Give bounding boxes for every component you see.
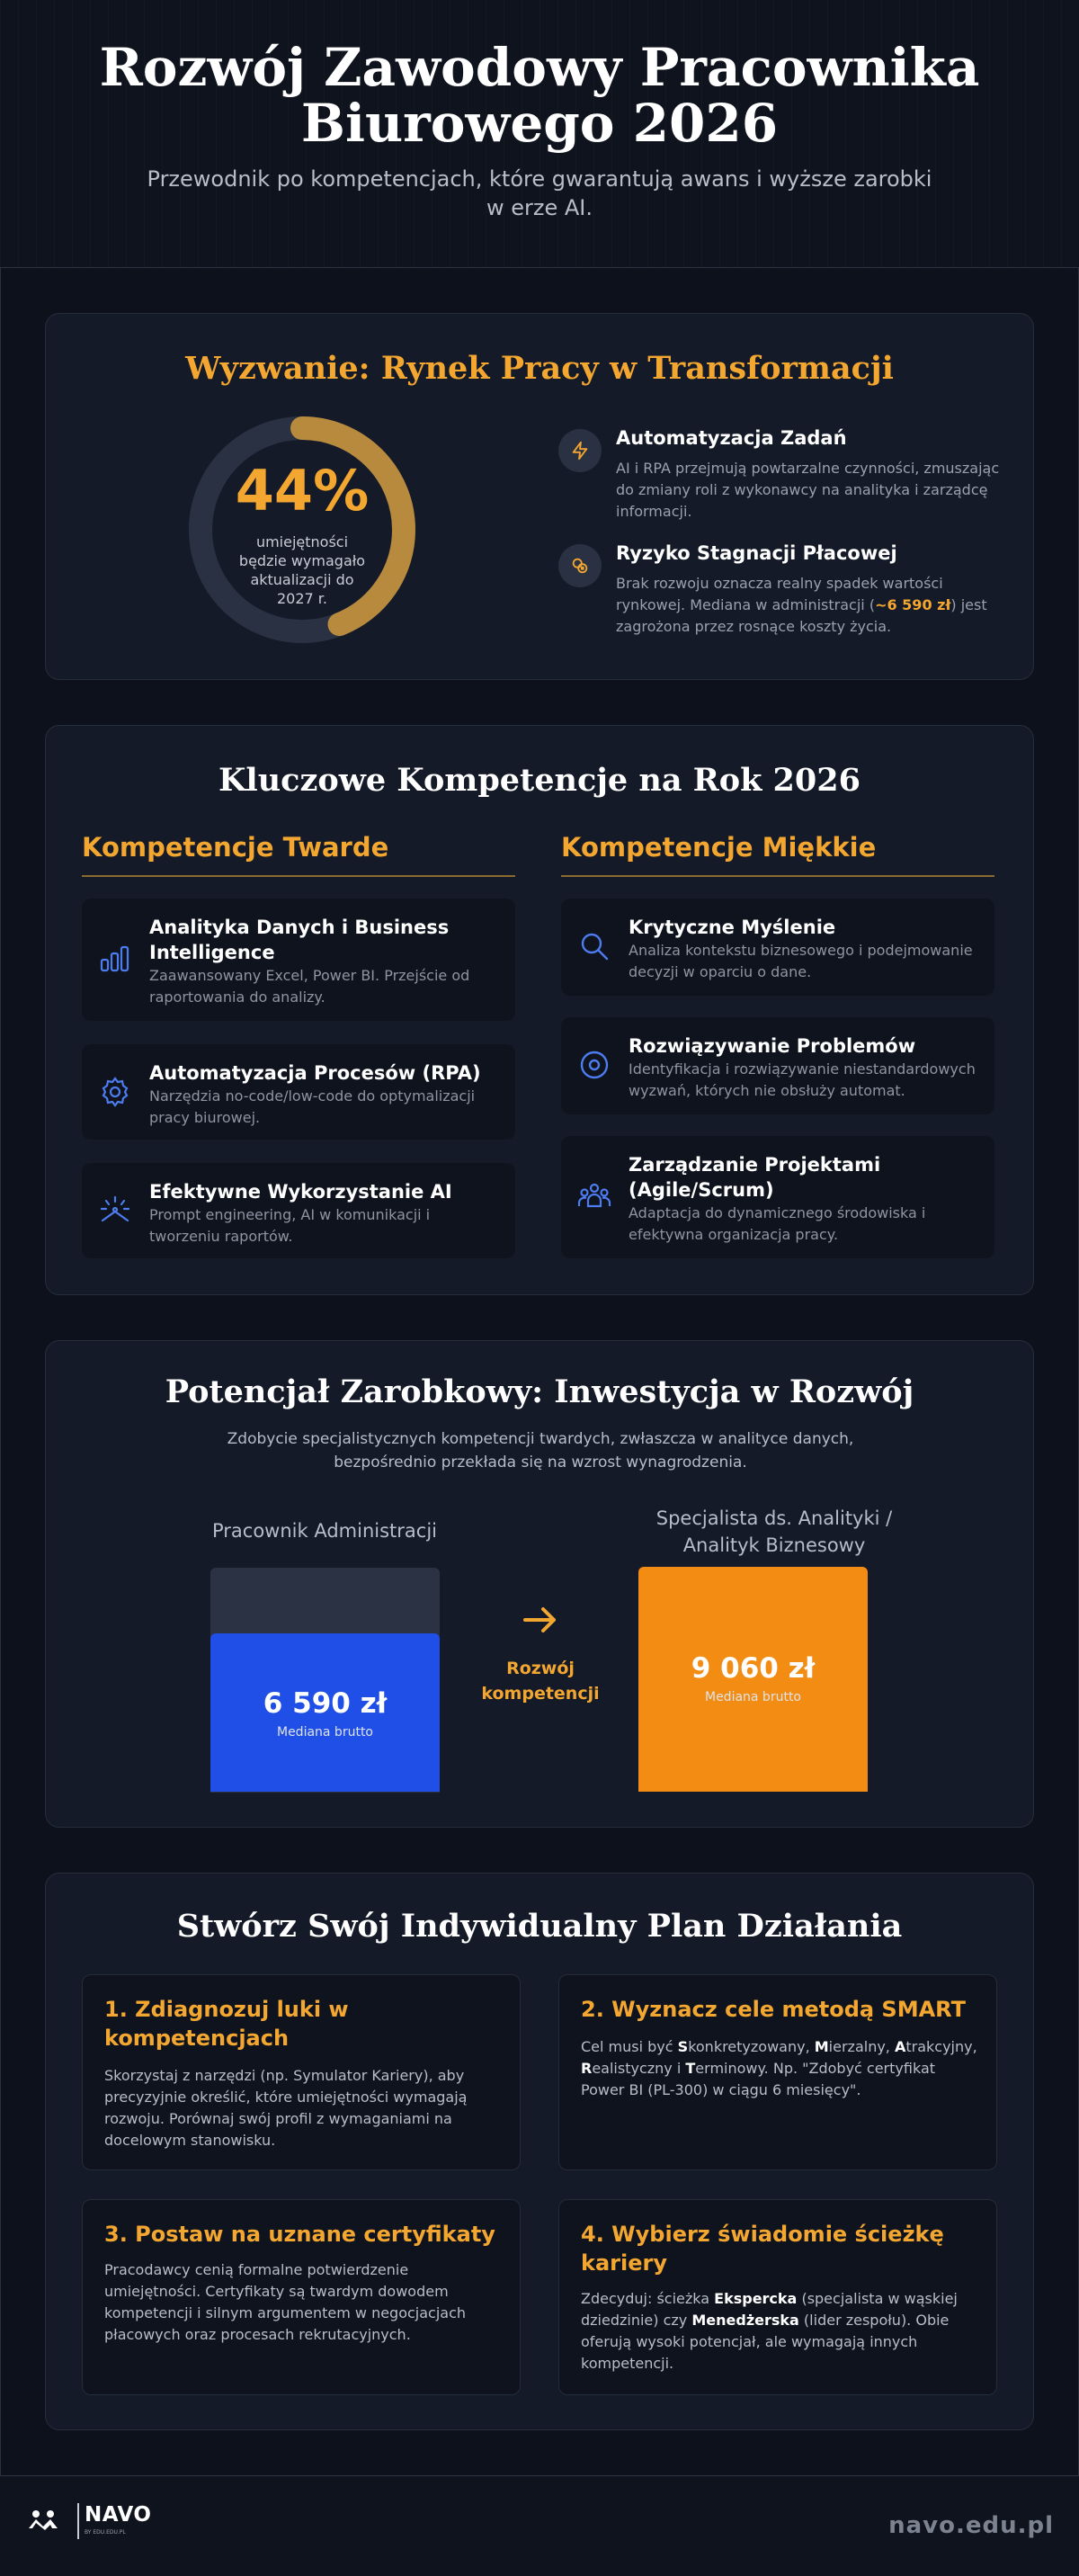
skill-text: Prompt engineering, AI w komunikacji i tworzeniu raportów. bbox=[149, 1206, 431, 1245]
text-part: ierzalny, bbox=[828, 2038, 895, 2055]
team-icon bbox=[577, 1179, 611, 1213]
navo-logo[interactable] bbox=[25, 2503, 152, 2548]
hard-skill-card bbox=[82, 1044, 515, 1140]
median-highlight: ~6 590 zł bbox=[875, 596, 951, 613]
skill-text: Adaptacja do dynamicznego środowiska i efektywna organizacja pracy. bbox=[629, 1204, 926, 1243]
lightning-icon bbox=[558, 429, 602, 472]
skill-text: Narzędzia no-code/low-code do optymalizacji pracy biurowej. bbox=[149, 1087, 476, 1126]
soft-skill-card bbox=[561, 1136, 994, 1258]
soft-skill-card bbox=[561, 1017, 994, 1114]
step-title: 1. Zdiagnozuj luki w kompetencjach bbox=[104, 1997, 349, 2051]
plan-step-2 bbox=[558, 1974, 997, 2170]
arrow-label: Rozwój kompetencji bbox=[481, 1659, 600, 1704]
text-part: trakcyjny, bbox=[905, 2038, 977, 2055]
salary-subtitle: Zdobycie specjalistycznych kompetencji twardych, zwłaszcza w analityce danych, bezpośrednio przekłada się na wzrost wynagrodzenia. bbox=[227, 1430, 854, 1471]
text-part: erminowy. Np. "Zdobyć certyfikat Power BI (PL-300) w ciągu 6 miesięcy". bbox=[581, 2060, 936, 2098]
challenge-title: Wyzwanie: Rynek Pracy w Transformacji bbox=[185, 350, 894, 387]
text-part: (specjalista w wąskiej dziedzinie) czy bbox=[581, 2290, 958, 2329]
skill-title: Automatyzacja Procesów (RPA) bbox=[149, 1062, 481, 1084]
challenge-item-title: Automatyzacja Zadań bbox=[616, 427, 847, 449]
text-part: Brak rozwoju oznacza realny spadek wartości rynkowej. Mediana w administracji ( bbox=[616, 575, 943, 613]
skill-text: Zaawansowany Excel, Power BI. Przejście od raportowania do analizy. bbox=[149, 967, 470, 1006]
text-part: Zdecyduj: ścieżka bbox=[581, 2290, 715, 2307]
logo-divider bbox=[77, 2503, 79, 2539]
path-manager: Menedżerska bbox=[691, 2312, 799, 2329]
bar-admin bbox=[210, 1633, 440, 1792]
smart-letter: S bbox=[677, 2038, 689, 2055]
step-text: Skorzystaj z narzędzi (np. Symulator Kariery), aby precyzyjnie określić, które umiejętności wymagają rozwoju. Porównaj swój profil z wymaganiami na docelowym stanowisku. bbox=[104, 2067, 468, 2149]
plan-step-1 bbox=[82, 1974, 521, 2170]
skill-text: Identyfikacja i rozwiązywanie niestandardowych wyzwań, których nie obsłuży automat. bbox=[629, 1060, 976, 1099]
salary-title: Potencjał Zarobkowy: Inwestycja w Rozwój bbox=[165, 1373, 914, 1410]
step-title: 2. Wyznacz cele metodą SMART bbox=[581, 1997, 966, 2022]
bar-analyst bbox=[638, 1567, 868, 1792]
text-part: (lider zespołu). Obie oferują wysoki potencjał, ale wymagają innych kompetencji. bbox=[581, 2312, 950, 2372]
soft-skills-heading: Kompetencje Miękkie bbox=[561, 832, 994, 877]
path-expert: Ekspercka bbox=[714, 2290, 798, 2307]
skill-title: Krytyczne Myślenie bbox=[629, 917, 836, 938]
page-footer bbox=[0, 2475, 1079, 2576]
skill-title: Zarządzanie Projektami (Agile/Scrum) bbox=[629, 1154, 881, 1201]
site-link[interactable]: navo.edu.pl bbox=[888, 2512, 1054, 2539]
skill-title: Efektywne Wykorzystanie AI bbox=[149, 1181, 452, 1203]
skill-text: Analiza kontekstu biznesowego i podejmowanie decyzji w oparciu o dane. bbox=[629, 942, 973, 980]
growth-arrow bbox=[477, 1602, 603, 1704]
text-part: Cel musi być bbox=[581, 2038, 678, 2055]
ai-spark-icon bbox=[98, 1194, 132, 1228]
bar-value-label: 6 590 zł bbox=[263, 1687, 388, 1720]
skill-title: Analityka Danych i Business Intelligence bbox=[149, 917, 450, 963]
donut-description: umiejętności będzie wymagało aktualizacji do 2027 r. bbox=[238, 533, 366, 607]
bar-caption: Mediana brutto bbox=[704, 1690, 801, 1704]
logo-mark-icon bbox=[25, 2503, 74, 2539]
smart-letter: M bbox=[814, 2038, 829, 2055]
skills-title: Kluczowe Kompetencje na Rok 2026 bbox=[218, 762, 861, 799]
donut-value: 44% bbox=[235, 458, 370, 523]
step-text bbox=[581, 2288, 981, 2375]
salary-section bbox=[45, 1340, 1034, 1828]
bar-caption: Mediana brutto bbox=[276, 1725, 373, 1740]
plan-step-4 bbox=[558, 2199, 997, 2395]
step-text: Pracodawcy cenią formalne potwierdzenie umiejętności. Certyfikaty są twardym dowodem kompetencji i silnym argumentem w negocjacjach płacowych oraz procesach rekrutacyjnych. bbox=[104, 2261, 467, 2343]
soft-skill-card bbox=[561, 899, 994, 996]
page-subtitle: Przewodnik po kompetencjach, które gwarantują awans i wyższe zarobki w erze AI. bbox=[147, 166, 932, 220]
skill-title: Rozwiązywanie Problemów bbox=[629, 1035, 916, 1057]
smart-letter: R bbox=[581, 2060, 593, 2077]
text-part: ealistyczny i bbox=[592, 2060, 686, 2077]
smart-letter: A bbox=[894, 2038, 906, 2055]
hard-skill-card bbox=[82, 899, 515, 1021]
donut-center bbox=[185, 413, 419, 647]
challenge-item-text bbox=[616, 573, 1012, 638]
logo-name: NAVO bbox=[85, 2503, 152, 2527]
page-title: Rozwój Zawodowy Pracownika Biurowego 2026 bbox=[99, 37, 980, 154]
skills-section bbox=[45, 725, 1034, 1295]
step-text bbox=[581, 2036, 981, 2101]
step-title: 3. Postaw na uznane certyfikaty bbox=[104, 2222, 495, 2247]
smart-letter: T bbox=[685, 2060, 696, 2077]
text-part: konkretyzowany, bbox=[688, 2038, 815, 2055]
hard-skills-heading: Kompetencje Twarde bbox=[82, 832, 515, 877]
bar-category-label: Specjalista ds. Analityki / Analityk Biznesowy bbox=[655, 1507, 893, 1556]
page-header bbox=[0, 0, 1079, 268]
hard-skill-card bbox=[82, 1163, 515, 1258]
plan-title: Stwórz Swój Indywidualny Plan Działania bbox=[176, 1908, 903, 1945]
magnifier-icon bbox=[577, 929, 611, 963]
challenge-section bbox=[45, 313, 1034, 680]
text-part: ) jest zagrożona przez rosnące koszty życia. bbox=[616, 596, 987, 635]
challenge-item-text: AI i RPA przejmują powtarzalne czynności, zmuszając do zmiany roli z wykonawcy na analityka i zarządcę informacji. bbox=[616, 460, 1000, 520]
gear-icon bbox=[98, 1075, 132, 1109]
logo-subtext: BY EDU.EDU.PL bbox=[85, 2529, 126, 2536]
arrow-right-icon bbox=[518, 1602, 563, 1638]
plan-step-3 bbox=[82, 2199, 521, 2395]
coins-icon bbox=[558, 544, 602, 587]
bar-category-label: Pracownik Administracji bbox=[211, 1520, 437, 1542]
challenge-item-title: Ryzyko Stagnacji Płacowej bbox=[616, 542, 897, 564]
plan-section bbox=[45, 1873, 1034, 2430]
target-icon bbox=[577, 1048, 611, 1082]
step-title: 4. Wybierz świadomie ścieżkę kariery bbox=[581, 2222, 944, 2276]
bar-value-label: 9 060 zł bbox=[691, 1652, 816, 1685]
bar-chart-icon bbox=[98, 942, 132, 976]
